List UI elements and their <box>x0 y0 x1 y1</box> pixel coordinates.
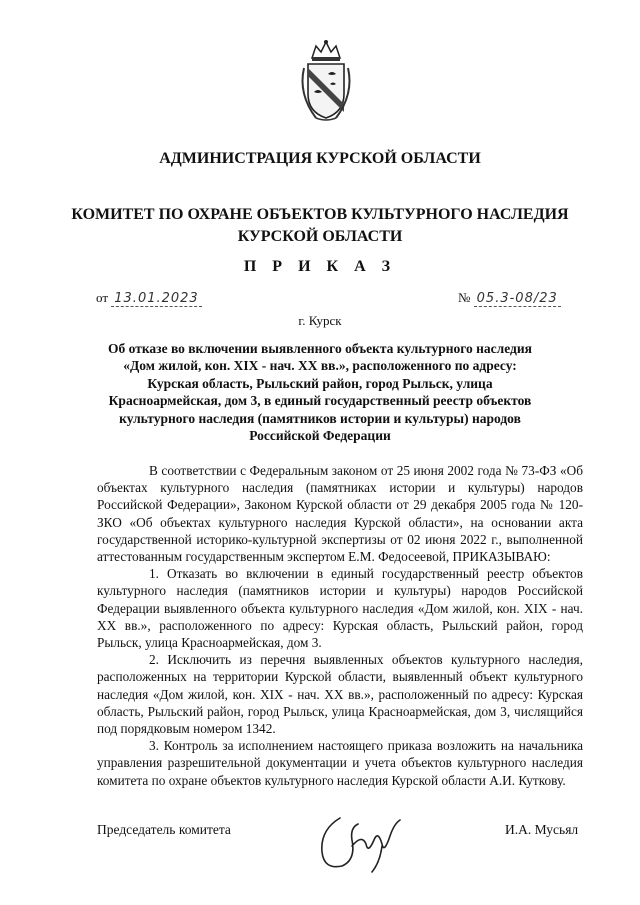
item-3-paragraph: 3. Контроль за исполнением настоящего приказа возложить на начальника управления разрешительной документации и учета объектов культурного наследия комитета по охране объектов культурного наследия Курской области А.И. Куткову. <box>97 738 583 788</box>
signatory-name: И.А. Мусьял <box>505 822 579 837</box>
item-1-paragraph: 1. Отказать во включении в единый государственный реестр объектов культурного наследия (памятников истории и культуры) народов Российской Федерации выявленного объекта культурного наследия «Дом жилой, кон. XIX - нач. XX вв.», расположенного по адресу: Курская область, Рыльский район, город Рыльск, улица Красноармейская, дом 3. <box>97 566 583 651</box>
committee-title-line2: КУРСКОЙ ОБЛАСТИ <box>237 228 403 245</box>
order-subject: Об отказе во включении выявленного объекта культурного наследия «Дом жилой, кон. XIX - нач. XX вв.», расположенного по адресу: Курская область, Рыльский район, город Рыльск, улица Красноармейская, дом 3, в единый государственный реестр объектов культурного наследия (памятников истории и культуры) народов Российской Федерации <box>108 341 532 444</box>
committee-title <box>0 204 640 248</box>
date-prefix: от <box>96 290 109 305</box>
handwritten-signature-icon <box>312 810 408 876</box>
order-number <box>458 290 561 306</box>
administration-title: АДМИНИСТРАЦИЯ КУРСКОЙ ОБЛАСТИ <box>159 150 481 167</box>
order-body <box>97 462 583 789</box>
preamble-paragraph: В соответствии с Федеральным законом от 25 июня 2002 года № 73-ФЗ «Об объектах культурного наследия (памятниках истории и культуры) народов Российской Федерации», Законом Курской области от 29 декабря 2005 года № 120-ЗКО «Об объектах культурного наследия Курской области», на основании акта государственной историко-культурной экспертизы от 02 июня 2022 г., выполненной аттестованным государственным экспертом Е.М. Федосеевой, ПРИКАЗЫВАЮ: <box>97 463 583 565</box>
date-value: 13.01.2023 <box>111 291 201 307</box>
document-type: П Р И К А З <box>243 258 397 275</box>
city: г. Курск <box>298 313 342 328</box>
item-2-paragraph: 2. Исключить из перечня выявленных объектов культурного наследия, расположенных на территории Курской области, выявленный объект культурного наследия «Дом жилой, кон. XIX - нач. XX вв.», расположенный по адресу: Курская область, Рыльский район, город Рыльск, улица Красноармейская, дом 3, числящийся под порядковым номером 1342. <box>97 652 583 737</box>
signatory-title: Председатель комитета <box>97 822 231 837</box>
number-value: 05.3-08/23 <box>474 291 561 307</box>
committee-title-line1: КОМИТЕТ ПО ОХРАНЕ ОБЪЕКТОВ КУЛЬТУРНОГО НАСЛЕДИЯ <box>71 206 569 223</box>
kursk-coat-of-arms-icon <box>294 38 358 122</box>
order-date <box>96 290 202 306</box>
number-prefix: № <box>458 290 471 305</box>
